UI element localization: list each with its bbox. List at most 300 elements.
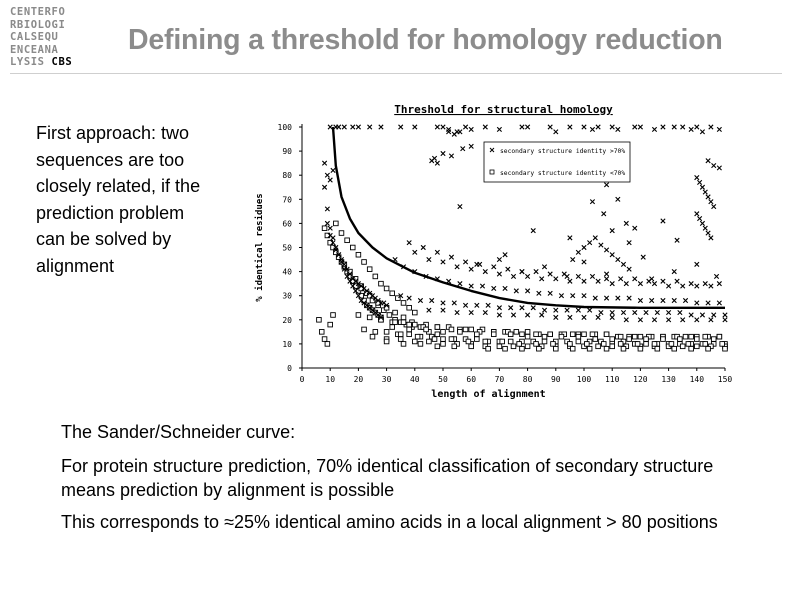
data-point-cross	[633, 310, 637, 314]
data-point-square	[449, 337, 454, 342]
data-point-square	[554, 346, 559, 351]
data-point-cross	[554, 308, 558, 312]
data-point-square	[717, 334, 722, 339]
y-tick-label: 70	[282, 195, 292, 205]
data-point-square	[520, 332, 525, 337]
logo-accent: CBS	[51, 56, 73, 68]
data-point-cross	[463, 303, 467, 307]
legend-entry: secondary structure identity <70%	[500, 170, 626, 177]
data-point-square	[356, 313, 361, 318]
data-point-square	[334, 221, 339, 226]
first-approach-text: First approach: two sequences are too closely related, if the prediction problem can be solved by alignment	[36, 123, 201, 276]
data-point-square	[407, 305, 412, 310]
data-point-cross	[475, 262, 479, 266]
data-point-cross	[610, 310, 614, 314]
data-point-square	[508, 339, 513, 344]
data-point-square	[441, 330, 446, 335]
data-point-square	[401, 342, 406, 347]
y-tick-label: 60	[282, 219, 292, 229]
data-point-square	[576, 334, 581, 339]
data-point-cross	[506, 267, 510, 271]
data-point-cross	[706, 231, 710, 235]
data-point-cross	[531, 306, 535, 310]
data-point-square	[370, 334, 375, 339]
data-point-cross	[627, 296, 631, 300]
data-point-cross	[587, 308, 591, 312]
data-point-cross	[709, 284, 713, 288]
data-point-cross	[418, 298, 422, 302]
data-point-square	[319, 330, 324, 335]
data-point-cross	[652, 318, 656, 322]
data-point-cross	[610, 253, 614, 257]
x-axis-label: length of alignment	[431, 389, 546, 400]
curve-heading: The Sander/Schneider curve:	[61, 422, 296, 442]
y-axis-label: % identical residues	[255, 193, 265, 302]
data-point-cross	[596, 279, 600, 283]
data-point-cross	[492, 286, 496, 290]
data-point-cross	[497, 257, 501, 261]
data-point-cross	[649, 298, 653, 302]
data-point-cross	[582, 315, 586, 319]
y-tick-label: 20	[282, 315, 292, 325]
data-point-cross	[641, 255, 645, 259]
data-point-square	[520, 346, 525, 351]
y-tick-label: 0	[287, 364, 292, 373]
data-point-cross	[695, 212, 699, 216]
x-tick-label: 100	[576, 375, 592, 384]
data-point-cross	[554, 315, 558, 319]
data-point-square	[435, 325, 440, 330]
data-point-square	[585, 342, 590, 347]
data-point-square	[390, 291, 395, 296]
data-point-cross	[709, 125, 713, 129]
data-point-square	[568, 342, 573, 347]
data-point-cross	[331, 168, 335, 172]
data-point-square	[644, 342, 649, 347]
data-point-cross	[709, 200, 713, 204]
data-point-cross	[582, 260, 586, 264]
data-point-cross	[689, 281, 693, 285]
data-point-cross	[469, 310, 473, 314]
data-point-square	[497, 344, 502, 349]
data-point-cross	[723, 318, 727, 322]
data-point-cross	[695, 125, 699, 129]
data-point-cross	[463, 125, 467, 129]
data-point-cross	[666, 284, 670, 288]
data-point-cross	[700, 221, 704, 225]
data-point-cross	[672, 269, 676, 273]
data-point-cross	[525, 274, 529, 278]
x-tick-label: 40	[409, 375, 420, 384]
data-point-square	[517, 342, 522, 347]
data-point-cross	[582, 245, 586, 249]
data-point-square	[655, 346, 660, 351]
data-point-square	[678, 337, 683, 342]
data-point-cross	[483, 310, 487, 314]
data-point-square	[350, 245, 355, 250]
data-point-cross	[582, 294, 586, 298]
data-point-cross	[511, 313, 515, 317]
data-point-square	[500, 339, 505, 344]
data-point-cross	[328, 125, 332, 129]
body-paragraph-1: For protein structure prediction, 70% identical classification of secondary structure means prediction by alignment is possible	[61, 456, 714, 500]
data-point-cross	[582, 279, 586, 283]
data-point-square	[435, 344, 440, 349]
data-point-square	[604, 346, 609, 351]
data-point-cross	[695, 284, 699, 288]
data-point-cross	[534, 269, 538, 273]
data-point-square	[672, 346, 677, 351]
data-point-cross	[616, 257, 620, 261]
data-point-square	[610, 344, 615, 349]
data-point-square	[427, 339, 432, 344]
data-point-cross	[469, 144, 473, 148]
data-point-cross	[525, 125, 529, 129]
logo-line: RBIOLOGI	[10, 18, 66, 31]
data-point-square	[534, 332, 539, 337]
data-point-square	[525, 344, 530, 349]
data-point-square	[570, 332, 575, 337]
data-point-cross	[328, 226, 332, 230]
data-point-cross	[497, 313, 501, 317]
data-point-cross	[610, 228, 614, 232]
data-point-cross	[582, 125, 586, 129]
data-point-cross	[427, 257, 431, 261]
data-point-cross	[624, 281, 628, 285]
data-point-cross	[568, 315, 572, 319]
data-point-cross	[486, 303, 490, 307]
data-point-square	[345, 238, 350, 243]
data-point-cross	[469, 267, 473, 271]
data-point-cross	[336, 125, 340, 129]
data-point-square	[551, 342, 556, 347]
data-point-cross	[461, 146, 465, 150]
data-point-cross	[455, 265, 459, 269]
data-point-square	[689, 334, 694, 339]
data-point-cross	[565, 308, 569, 312]
data-point-cross	[449, 154, 453, 158]
data-point-cross	[616, 296, 620, 300]
data-point-cross	[593, 296, 597, 300]
data-point-cross	[599, 243, 603, 247]
data-point-square	[669, 342, 674, 347]
data-point-cross	[655, 310, 659, 314]
data-point-cross	[576, 250, 580, 254]
data-point-square	[695, 344, 700, 349]
data-point-cross	[695, 318, 699, 322]
data-point-cross	[616, 127, 620, 131]
data-point-square	[621, 346, 626, 351]
data-point-cross	[520, 306, 524, 310]
data-point-square	[432, 337, 437, 342]
data-point-cross	[700, 313, 704, 317]
data-point-cross	[681, 318, 685, 322]
data-point-cross	[638, 318, 642, 322]
data-point-square	[689, 346, 694, 351]
data-point-square	[463, 327, 468, 332]
data-point-cross	[520, 125, 524, 129]
data-point-square	[401, 315, 406, 320]
data-point-cross	[367, 125, 371, 129]
data-point-cross	[717, 301, 721, 305]
data-point-cross	[683, 298, 687, 302]
data-point-cross	[633, 125, 637, 129]
data-point-square	[393, 310, 398, 315]
data-point-cross	[421, 245, 425, 249]
data-point-cross	[700, 130, 704, 134]
data-point-cross	[714, 274, 718, 278]
data-point-cross	[458, 204, 462, 208]
data-point-square	[475, 337, 480, 342]
data-point-square	[604, 332, 609, 337]
data-point-cross	[599, 310, 603, 314]
data-point-cross	[497, 272, 501, 276]
data-point-square	[534, 342, 539, 347]
x-tick-label: 50	[438, 375, 448, 384]
data-point-square	[407, 332, 412, 337]
x-tick-label: 60	[466, 375, 477, 384]
data-point-cross	[681, 284, 685, 288]
data-point-square	[695, 337, 700, 342]
data-point-cross	[695, 262, 699, 266]
data-point-cross	[604, 277, 608, 281]
x-tick-label: 0	[299, 375, 305, 384]
data-point-cross	[697, 180, 701, 184]
data-point-cross	[596, 315, 600, 319]
data-point-square	[525, 330, 530, 335]
data-point-cross	[672, 298, 676, 302]
slide-body	[61, 420, 761, 542]
data-point-cross	[413, 125, 417, 129]
x-tick-label: 110	[604, 375, 620, 384]
data-point-square	[542, 334, 547, 339]
data-point-cross	[604, 296, 608, 300]
logo-line: CENTERFO	[10, 6, 66, 18]
data-point-cross	[604, 272, 608, 276]
data-point-cross	[342, 125, 346, 129]
data-point-square	[398, 332, 403, 337]
data-point-cross	[492, 265, 496, 269]
data-point-cross	[616, 197, 620, 201]
data-point-cross	[689, 313, 693, 317]
x-tick-label: 80	[522, 375, 533, 384]
data-point-cross	[458, 281, 462, 285]
data-point-cross	[661, 298, 665, 302]
data-point-cross	[621, 262, 625, 266]
chart-legend	[484, 142, 630, 182]
data-point-cross	[542, 265, 546, 269]
data-point-cross	[328, 178, 332, 182]
data-point-cross	[681, 125, 685, 129]
data-point-cross	[407, 296, 411, 300]
data-point-cross	[706, 159, 710, 163]
data-point-cross	[593, 236, 597, 240]
data-point-cross	[638, 281, 642, 285]
data-point-cross	[610, 125, 614, 129]
data-point-square	[384, 286, 389, 291]
data-point-cross	[537, 291, 541, 295]
data-point-cross	[441, 308, 445, 312]
data-point-cross	[571, 294, 575, 298]
data-point-square	[483, 339, 488, 344]
data-point-cross	[435, 125, 439, 129]
data-point-square	[362, 327, 367, 332]
y-tick-label: 90	[282, 147, 292, 157]
data-point-cross	[525, 289, 529, 293]
data-point-square	[638, 346, 643, 351]
data-point-cross	[483, 125, 487, 129]
data-point-square	[413, 322, 418, 327]
data-point-square	[508, 332, 513, 337]
data-point-square	[601, 342, 606, 347]
cbs-logo	[10, 6, 72, 69]
data-point-cross	[618, 277, 622, 281]
data-point-square	[458, 330, 463, 335]
data-point-square	[407, 322, 412, 327]
data-point-square	[379, 281, 384, 286]
data-point-square	[593, 337, 598, 342]
data-point-cross	[717, 127, 721, 131]
data-point-cross	[520, 269, 524, 273]
data-point-square	[703, 342, 708, 347]
data-point-cross	[638, 125, 642, 129]
data-point-cross	[452, 301, 456, 305]
data-point-cross	[703, 226, 707, 230]
data-point-square	[401, 320, 406, 325]
data-point-square	[582, 332, 587, 337]
data-point-square	[652, 342, 657, 347]
data-point-cross	[709, 318, 713, 322]
data-point-cross	[703, 281, 707, 285]
data-point-cross	[469, 127, 473, 131]
slide-title: Defining a threshold for homology reduction	[128, 24, 723, 56]
data-point-cross	[475, 303, 479, 307]
data-point-cross	[706, 195, 710, 199]
data-point-square	[407, 327, 412, 332]
data-point-cross	[621, 310, 625, 314]
data-point-cross	[666, 310, 670, 314]
data-point-square	[635, 342, 640, 347]
data-point-cross	[548, 125, 552, 129]
data-point-cross	[531, 228, 535, 232]
data-point-square	[618, 334, 623, 339]
data-point-cross	[568, 125, 572, 129]
data-point-square	[475, 332, 480, 337]
data-point-cross	[695, 301, 699, 305]
data-point-cross	[604, 183, 608, 187]
data-point-square	[398, 337, 403, 342]
data-point-square	[390, 325, 395, 330]
x-tick-label: 70	[494, 375, 505, 384]
data-point-cross	[712, 163, 716, 167]
data-point-cross	[571, 257, 575, 261]
data-point-square	[373, 274, 378, 279]
data-point-square	[537, 346, 542, 351]
data-point-cross	[548, 272, 552, 276]
data-point-cross	[706, 301, 710, 305]
data-point-square	[711, 337, 716, 342]
data-point-square	[525, 334, 530, 339]
data-point-square	[618, 342, 623, 347]
data-point-square	[542, 339, 547, 344]
data-point-cross	[446, 130, 450, 134]
data-point-square	[723, 346, 728, 351]
data-point-cross	[351, 125, 355, 129]
data-point-square	[413, 339, 418, 344]
data-point-cross	[590, 127, 594, 131]
data-point-cross	[565, 274, 569, 278]
data-point-cross	[407, 240, 411, 244]
data-point-square	[322, 337, 327, 342]
data-point-cross	[325, 221, 329, 225]
data-point-square	[486, 346, 491, 351]
data-point-cross	[508, 306, 512, 310]
data-point-cross	[596, 125, 600, 129]
data-point-square	[384, 330, 389, 335]
data-point-cross	[649, 277, 653, 281]
data-point-square	[328, 322, 333, 327]
data-point-cross	[610, 281, 614, 285]
x-tick-label: 140	[689, 375, 705, 384]
data-point-square	[503, 346, 508, 351]
x-tick-label: 10	[325, 375, 336, 384]
data-point-cross	[458, 130, 462, 134]
data-point-cross	[452, 132, 456, 136]
y-tick-label: 50	[282, 243, 292, 253]
data-point-cross	[548, 291, 552, 295]
data-point-cross	[322, 161, 326, 165]
data-point-square	[367, 267, 372, 272]
data-point-square	[587, 346, 592, 351]
data-point-cross	[441, 301, 445, 305]
data-point-cross	[627, 240, 631, 244]
y-tick-label: 10	[282, 339, 292, 349]
data-point-cross	[602, 212, 606, 216]
y-tick-label: 30	[282, 291, 292, 301]
data-point-cross	[480, 284, 484, 288]
data-point-square	[373, 330, 378, 335]
data-point-square	[367, 315, 372, 320]
data-point-square	[325, 342, 330, 347]
data-point-cross	[624, 221, 628, 225]
data-point-cross	[463, 260, 467, 264]
logo-line: LYSIS CBS	[10, 56, 73, 68]
data-point-cross	[672, 125, 676, 129]
data-point-cross	[435, 161, 439, 165]
body-paragraph-2: This corresponds to ≈25% identical amino acids in a local alignment > 80 positions	[61, 512, 718, 532]
data-point-cross	[709, 236, 713, 240]
data-point-cross	[675, 238, 679, 242]
data-point-cross	[427, 308, 431, 312]
data-point-cross	[554, 130, 558, 134]
data-point-cross	[661, 219, 665, 223]
threshold-chart	[248, 98, 738, 408]
data-point-cross	[700, 185, 704, 189]
data-point-cross	[638, 298, 642, 302]
data-point-cross	[430, 159, 434, 163]
data-point-square	[387, 313, 392, 318]
data-point-cross	[587, 240, 591, 244]
logo-line: ENCEANA	[10, 43, 59, 56]
data-point-cross	[712, 313, 716, 317]
legend-entry: secondary structure identity >70%	[500, 148, 626, 155]
data-point-square	[469, 344, 474, 349]
data-point-square	[570, 346, 575, 351]
data-point-square	[331, 313, 336, 318]
data-point-cross	[568, 236, 572, 240]
data-point-cross	[568, 279, 572, 283]
data-point-cross	[633, 277, 637, 281]
